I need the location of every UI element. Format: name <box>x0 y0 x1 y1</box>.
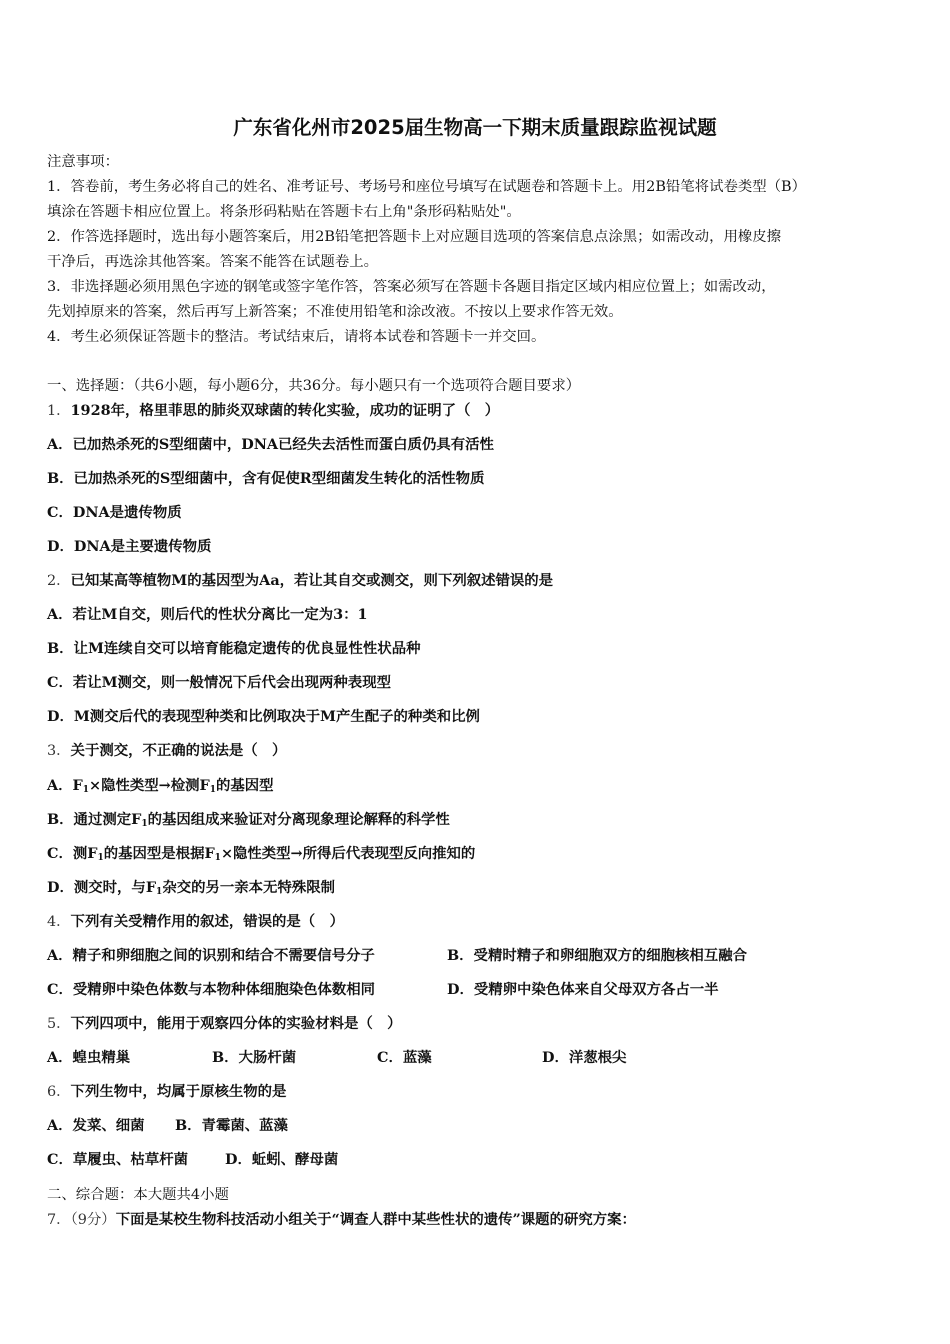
question-score: （9分） <box>70 1212 116 1228</box>
option-a: A．精子和卵细胞之间的识别和结合不需要信号分子 <box>47 947 375 964</box>
option-a: A．蝗虫精巢 <box>47 1049 131 1066</box>
option-a: A．已加热杀死的S型细菌中，DNA已经失去活性而蛋白质仍具有活性 <box>47 436 494 453</box>
notice-heading: 注意事项： <box>47 154 119 170</box>
option-row <box>47 980 719 1000</box>
page-title: 广东省化州市2025届生物高一下期末质量跟踪监视试题 <box>233 116 717 139</box>
option-c: C．测$F_1$的基因型是根据$F_1\times$隐性类型→所得后代表现型反向推知的 <box>47 845 476 863</box>
question-2 <box>47 571 553 591</box>
option-d: D．受精卵中染色体来自父母双方各占一半 <box>447 981 719 998</box>
option-c: C．蓝藻 <box>377 1049 432 1066</box>
notice-line: 4．考生必须保证答题卡的整洁。考试结束后，请将本试卷和答题卡一并交回。 <box>47 329 546 345</box>
option-d: D．M测交后代的表现型种类和比例取决于M产生配子的种类和比例 <box>47 708 480 725</box>
option-c: C．草履虫、枯草杆菌 <box>47 1151 188 1168</box>
section-heading-choice: 一、选择题：（共6小题，每小题6分，共36分。每小题只有一个选项符合题目要求） <box>47 378 581 394</box>
option-a: A．$F_1\times$隐性类型→检测$F_1$的基因型 <box>47 777 274 795</box>
question-3 <box>47 741 286 761</box>
option-d: D．DNA是主要遗传物质 <box>47 538 212 555</box>
option-a: A．若让M自交，则后代的性状分离比一定为3：1 <box>47 606 368 623</box>
question-number: 4． <box>47 914 71 930</box>
notice-line: 1．答卷前，考生务必将自己的姓名、准考证号、考场号和座位号填写在试题卷和答题卡上。用2B铅笔将试卷类型（B） <box>47 179 806 195</box>
option-b: B．已加热杀死的S型细菌中，含有促使R型细菌发生转化的活性物质 <box>47 470 485 487</box>
option-c: C．若让M测交，则一般情况下后代会出现两种表现型 <box>47 674 391 691</box>
question-number: 3． <box>47 743 71 759</box>
question-7 <box>47 1210 636 1230</box>
option-b: B．让M连续自交可以培育能稳定遗传的优良显性性状品种 <box>47 640 421 657</box>
question-number: 1． <box>47 403 71 419</box>
section-heading-comprehensive: 二、综合题：本大题共4小题 <box>47 1187 229 1203</box>
question-stem: 下列生物中，均属于原核生物的是 <box>70 1083 287 1100</box>
notice-line: 2．作答选择题时，选出每小题答案后，用2B铅笔把答题卡上对应题目选项的答案信息点涂黑；如需改动，用橡皮擦 <box>47 229 782 245</box>
option-c: C．受精卵中染色体数与本物种体细胞染色体数相同 <box>47 981 376 998</box>
option-b: B．大肠杆菌 <box>212 1049 297 1066</box>
option-row <box>47 1048 626 1068</box>
option-row <box>47 946 747 966</box>
notice-line: 3．非选择题必须用黑色字迹的钢笔或签字笔作答，答案必须写在答题卡各题目指定区域内相应位置上；如需改动， <box>47 279 776 295</box>
question-stem: 关于测交，不正确的说法是（ ） <box>70 742 287 759</box>
option-row <box>47 1116 288 1136</box>
question-number: 7． <box>47 1212 71 1228</box>
question-stem: 1928年，格里菲思的肺炎双球菌的转化实验，成功的证明了（ ） <box>70 402 500 419</box>
option-row <box>47 1150 338 1170</box>
question-stem: 下列四项中，能用于观察四分体的实验材料是（ ） <box>70 1015 402 1032</box>
question-number: 6． <box>47 1084 71 1100</box>
option-b: B．青霉菌、蓝藻 <box>175 1117 288 1134</box>
option-b: B．通过测定$F_1$的基因组成来验证对分离现象理论解释的科学性 <box>47 811 450 829</box>
notice-line: 先划掉原来的答案，然后再写上新答案；不准使用铅笔和涂改液。不按以上要求作答无效。 <box>47 304 623 320</box>
option-c: C．DNA是遗传物质 <box>47 504 182 521</box>
question-stem: 下列有关受精作用的叙述，错误的是（ ） <box>70 913 344 930</box>
notice-line: 干净后，再选涂其他答案。答案不能答在试题卷上。 <box>47 254 378 270</box>
option-d: D．洋葱根尖 <box>542 1049 627 1066</box>
question-number: 2． <box>47 573 71 589</box>
question-number: 5． <box>47 1016 71 1032</box>
question-stem: 下面是某校生物科技活动小组关于“调查人群中某些性状的遗传”课题的研究方案： <box>115 1211 636 1228</box>
question-4 <box>47 912 344 932</box>
option-a: A．发菜、细菌 <box>47 1117 145 1134</box>
question-6 <box>47 1082 286 1102</box>
question-stem: 已知某高等植物M的基因型为Aa，若让其自交或测交，则下列叙述错误的是 <box>70 572 554 589</box>
option-d: D．测交时，与$F_1$杂交的另一亲本无特殊限制 <box>47 879 336 897</box>
option-d: D．蚯蚓、酵母菌 <box>225 1151 339 1168</box>
question-1 <box>47 401 499 421</box>
option-b: B．受精时精子和卵细胞双方的细胞核相互融合 <box>447 947 747 964</box>
notice-line: 填涂在答题卡相应位置上。将条形码粘贴在答题卡右上角"条形码粘贴处"。 <box>47 204 521 220</box>
question-5 <box>47 1014 402 1034</box>
